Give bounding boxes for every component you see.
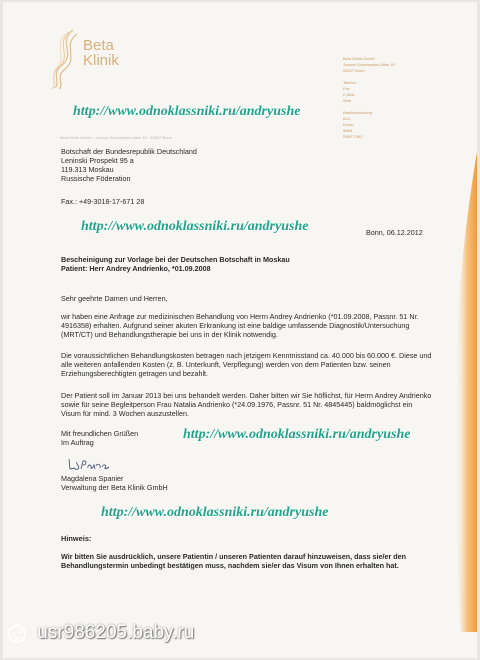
note-text: Wir bitten Sie ausdrücklich, unsere Patientin / unseren Patienten darauf hinzuweisen, dass sie/er den Behandlungstermin unbedingt bestätigen muss, nachdem sie/er das Visum von Ihnen erhalten hat. bbox=[61, 552, 407, 571]
handwritten-signature bbox=[67, 456, 117, 472]
address-line: Botschaft der Bundesrepublik Deutschland bbox=[61, 147, 197, 156]
contact-line: Telefon bbox=[343, 80, 356, 85]
contact-line: Fax bbox=[343, 86, 350, 91]
contact-block-phone bbox=[343, 80, 429, 104]
beta-klinik-logo-icon bbox=[47, 28, 81, 90]
contact-line: Konto bbox=[343, 122, 354, 127]
url-watermark: http://www.odnoklassniki.ru/andryushe bbox=[73, 104, 301, 119]
url-watermark: http://www.odnoklassniki.ru/andryushe bbox=[101, 505, 329, 520]
address-line: Leninski Prospekt 95 a bbox=[61, 156, 134, 165]
contact-block-bank bbox=[343, 110, 429, 140]
logo-line-2: Klinik bbox=[83, 52, 119, 69]
subject-line-1: Bescheinigung zur Vorlage bei der Deutschen Botschaft in Moskau bbox=[61, 255, 290, 264]
closing-on-behalf: Im Auftrag bbox=[61, 438, 94, 448]
paragraph-costs: Die voraussichtlichen Behandlungskosten betragen nach jetzigem Kenntnisstand ca. 40.000 bis 60.000 €. Diese und alle weiteren anfallenden Kosten (z. B. Unterkunft, Verpflegung) werden von dem Patienten bzw. seinen Erziehungsberechtigten getragen und bezahlt. bbox=[61, 351, 432, 379]
site-watermark-text: usr986205.baby.ru bbox=[37, 622, 195, 644]
letter-page bbox=[3, 2, 477, 658]
letter-subject bbox=[61, 255, 290, 273]
contact-line: BLZ bbox=[343, 116, 351, 121]
url-watermark: http://www.odnoklassniki.ru/andryushe bbox=[81, 219, 309, 234]
contact-line: Beta Klinik GmbH bbox=[343, 56, 375, 61]
address-line: 119.313 Moskau bbox=[61, 165, 114, 174]
contact-line: E-Mail bbox=[343, 92, 355, 97]
signer bbox=[61, 474, 433, 492]
address-line: Russische Föderation bbox=[61, 174, 131, 183]
subject-line-2: Patient: Herr Andrey Andrienko, *01.09.2008 bbox=[61, 264, 211, 273]
sender-return-line: Beta Klinik GmbH · Joseph-Schumpeter-Allee 15 · 53227 Bonn bbox=[60, 135, 172, 140]
contact-line: IBAN bbox=[343, 128, 353, 133]
signer-role: Verwaltung der Beta Klinik GmbH bbox=[61, 483, 168, 493]
signer-name: Magdalena Spanier bbox=[61, 474, 124, 483]
contact-line: SWIFT-BIC bbox=[343, 134, 364, 139]
contact-line: 53227 Bonn bbox=[343, 68, 365, 73]
salutation: Sehr geehrte Damen und Herren, bbox=[61, 294, 168, 303]
contact-line: Bankverbindung bbox=[343, 110, 372, 115]
site-watermark bbox=[6, 622, 194, 644]
contact-line: Joseph-Schumpeter-Allee 15 bbox=[343, 62, 395, 67]
contact-block-address bbox=[343, 56, 429, 74]
note-title: Hinweis: bbox=[61, 534, 92, 543]
closing-greeting: Mit freundlichen Grüßen bbox=[61, 429, 139, 438]
letter-date: Bonn, 06.12.2012 bbox=[366, 228, 423, 237]
recipient-fax: Fax.: +49-3018-17-671 28 bbox=[61, 197, 145, 206]
logo-line-1: Beta bbox=[83, 37, 114, 54]
logo-wordmark bbox=[83, 38, 119, 68]
clinic-contact-column bbox=[343, 56, 429, 146]
paragraph-request: wir haben eine Anfrage zur medizinischen Behandlung von Herrn Andrey Andrienko (*01.09.2008, Passnr. 51 Nr. 4916358) erhalten. Aufgrund seiner akuten Erkrankung ist eine baldige umfassende Diagnostik/Untersuchung (MRT/CT) und Behandlungstherapie bei uns in der Klinik notwendig. bbox=[61, 312, 419, 340]
url-watermark: http://www.odnoklassniki.ru/andryushe bbox=[183, 427, 411, 442]
recipient-address bbox=[61, 147, 197, 183]
baby-icon bbox=[6, 622, 28, 644]
paragraph-visa-request: Der Patient soll im Januar 2013 bei uns behandelt werden. Daher bitten wir Sie höflichst, für Herrn Andrey Andrienko sowie für seine Begleitperson Frau Natalia Andrienko (*24.09.1976, Passnr. 51 Nr. 4845445) baldmöglichst ein Visum für mind. 3 Wochen auszustellen. bbox=[61, 391, 432, 419]
contact-line: Web bbox=[343, 98, 352, 103]
